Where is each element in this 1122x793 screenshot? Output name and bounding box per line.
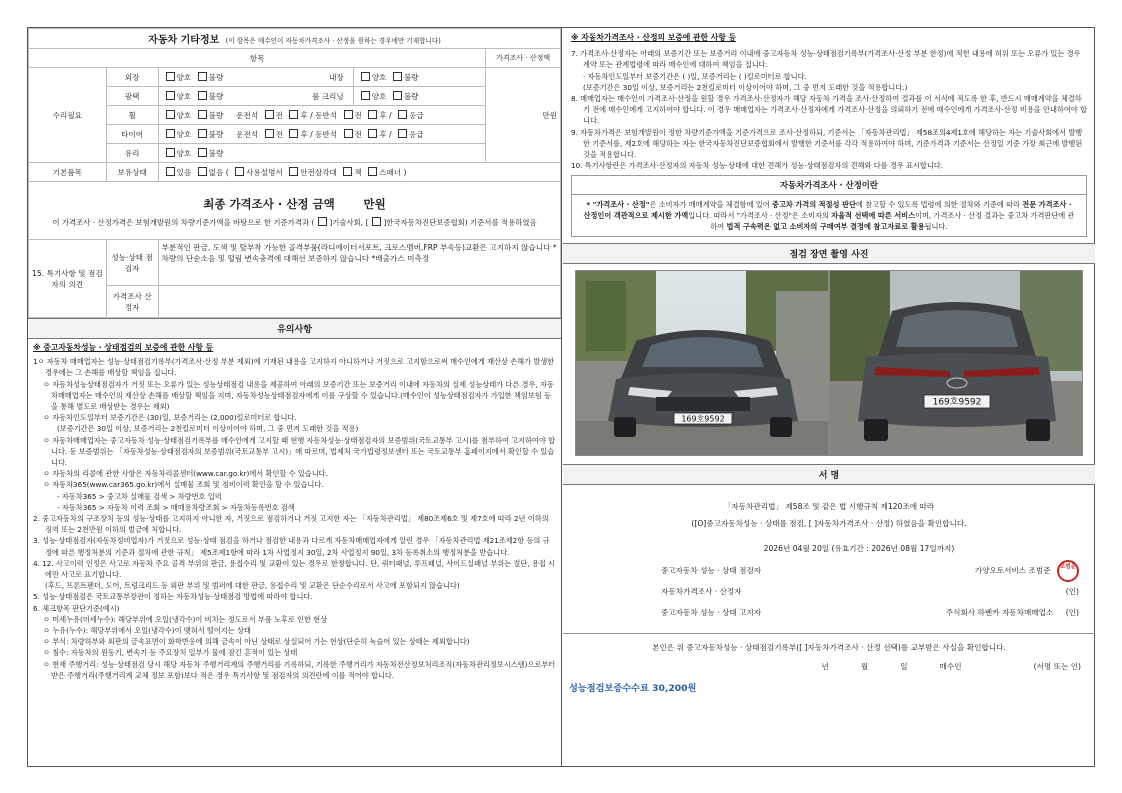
etc-info-table bbox=[28, 28, 561, 318]
wheel-passenger-front-checkbox[interactable] bbox=[344, 110, 353, 119]
price-guarantee-heading: ※ 자동차가격조사 · 산정의 보증에 관한 사항 등 bbox=[571, 33, 737, 42]
room-cleaning-options: 양호 불량 bbox=[353, 87, 486, 106]
notice-line: 4. 12. 사고이력 인정은 사고로 자동차 주요 골격 부위의 판금, 용접수리 및 교환이 있는 경우로 한정합니다. 단, 쿼터패널, 루프패널, 사이드실패널 부위는 절단, 용접 시에만 사고로 표기합니다. bbox=[33, 558, 555, 580]
day-label: 일 bbox=[900, 662, 908, 672]
wheel-good-checkbox[interactable] bbox=[166, 110, 175, 119]
notice-line: 2. 중고자동차의 구조장치 등의 성능·상태를 고지하지 아니한 자, 거짓으로 점검하거나 거짓 고지한 자는 「자동차관리법」 제80조제6호 및 제7호에 따라 2년 이하의 징역 또는 2천만원 이하의 벌금에 처합니다. bbox=[33, 514, 549, 535]
spanner-checkbox[interactable] bbox=[368, 167, 377, 176]
col-price-header: 가격조사 · 산정액 bbox=[486, 49, 561, 68]
rear-plate-text: 169호9592 bbox=[932, 397, 982, 408]
appraiser-sign-row bbox=[563, 581, 1095, 602]
owned-state-label: 보유상태 bbox=[106, 163, 158, 182]
front-car-photo bbox=[575, 270, 829, 456]
kadi-checkbox[interactable] bbox=[372, 217, 381, 226]
definition-title: 자동차가격조사 · 산정이란 bbox=[572, 176, 1086, 195]
notice-line: ㅇ 자동차인도일부터 보증기간은 (30)일, 보증거리는 (2,000)킬로미터로 합니다. bbox=[43, 413, 297, 423]
notice-line: - 자동차365 > 자동차 이력 조회 > 매매용차량조회 > 자동차등록번호 검색 bbox=[57, 502, 295, 512]
final-price-box bbox=[29, 182, 561, 240]
photos-bar: 점검 장면 촬영 사진 bbox=[563, 243, 1095, 264]
opinion-label: 15. 특기사항 및 점검자의 의견 bbox=[29, 240, 107, 318]
inspector-seal: 조범준 bbox=[1057, 560, 1079, 582]
final-price-title: 최종 가격조사 · 산정 금액 bbox=[203, 196, 335, 211]
interior-options: 양호 불량 bbox=[353, 68, 486, 87]
photo-area bbox=[563, 264, 1095, 464]
notice-line: ㅇ 자동차매매업자는 중고자동차 성능·상태점검기록부를 매수인에게 고지할 때 현행 자동차성능·상태점검자의 보증범위(국토교통부 고시)를 첨부하여 고지하여야 합니다. 동 보증범위는 「자동차성능·상태점검자의 보증범위(국토교통부 고시)」에 따르며, 법제처 국가법령정보센터 또는 국토교통부 홈페이지에서 확인할 수 있습니다. bbox=[43, 435, 556, 468]
triangle-checkbox[interactable] bbox=[289, 167, 298, 176]
notice-line: ㅇ 자동차365(www.car365.go.kr)에서 실매물 조회 및 정비이력 확인을 할 수 있습니다. bbox=[43, 480, 324, 490]
receipt-text: 본인은 위 중고자동차성능 · 상태점검기록부([ ]자동차가격조사 · 산정 선택)를 교부받은 사실을 확인합니다. bbox=[652, 643, 1006, 653]
price-won: 만원 bbox=[486, 68, 561, 163]
glass-good-checkbox[interactable] bbox=[166, 148, 175, 157]
front-plate-text: 169호9592 bbox=[681, 414, 725, 424]
price-guarantee-line: 8. 매매업자는 매수인이 가격조사·산정을 원할 경우 가격조사·산정자가 해당 자동차 가격을 조사·산정하여 결과를 이 서식에 적도록 한 후, 반드시 매매계약을 체결하기 전에 매수인에게 고지하여야 합니다. 이 경우 매매업자는 가격조사·산정자에게 가격조사·산정을 의뢰하기 전에 매수인에게 가격조사·산정 비용을 안내하여야 합니다. bbox=[571, 94, 1087, 126]
notice-line: 1ㅇ 자동차 매매업자는 성능·상태점검기록부(가격조사·산정 부분 제외)에 기재된 내용을 고지하지 아니하거나 거짓으로 고지함으로써 매수인에게 재산상 손해가 발생한 경우에는 그 손해를 배상할 책임을 집니다. bbox=[33, 357, 555, 378]
signature-bar: 서 명 bbox=[563, 464, 1095, 485]
price-guarantee-section bbox=[563, 28, 1095, 171]
price-guarantee-line: (보증기간은 30일 이상, 보증거리는 2천킬로미터 이상이어야 하며, 그 중 먼저 도래한 것을 적용합니다.) bbox=[583, 82, 908, 92]
row-room-cleaning: 룸 크리닝 bbox=[311, 91, 344, 101]
interior-good-checkbox[interactable] bbox=[361, 72, 370, 81]
buyer-sign-label: (서명 또는 인) bbox=[1033, 662, 1081, 672]
buyer-label: 매수인 bbox=[939, 662, 962, 672]
manual-checkbox[interactable] bbox=[235, 167, 244, 176]
interior-bad-checkbox[interactable] bbox=[393, 72, 402, 81]
notice-line: ㅇ 누유(누수): 해당부위에서 오일(냉각수)이 맺혀서 떨어지는 상태 bbox=[43, 626, 251, 636]
tire-good-checkbox[interactable] bbox=[166, 129, 175, 138]
notice-line: (후드, 프론트펜더, 도어, 트렁크리드 등 외판 부위 및 범퍼에 대한 판금, 용접수리 및 교환은 단순수리로서 사고에 포함되지 않습니다) bbox=[45, 581, 460, 591]
owned-options: 있음 없음 ( 사용설명서 안전삼각대 잭 스패너 ) bbox=[158, 163, 560, 182]
month-label: 월 bbox=[860, 662, 869, 672]
definition-box bbox=[571, 175, 1087, 237]
repair-label: 수리필요 bbox=[29, 68, 107, 163]
row-wheel: 휠 bbox=[106, 106, 158, 125]
notice-line: ㅇ 자동차성능상태점검자가 거짓 또는 오류가 있는 성능상태점검 내용을 제공하여 아래의 보증기간 또는 보증거리 이내에 자동차의 실제 성능상태가 다른 경우, 자동차매매업자는 매수인의 재산상 손해를 배상할 책임을 지며, 자동차성능상태점검자에게 이를 구상할 수 있습니다.(매수인이 성능상태점검자가 가입한 책임보험 등을 통해 별도로 배상받는 경우는 제외) bbox=[43, 379, 554, 412]
etc-info-title: 자동차 기타정보 bbox=[148, 35, 220, 46]
tire-driver-rear-checkbox[interactable] bbox=[289, 129, 298, 138]
gloss-options: 양호 불량 룸 크리닝 bbox=[158, 87, 353, 106]
opinion-appraiser-text bbox=[158, 286, 560, 318]
wheel-passenger-rear-checkbox[interactable] bbox=[368, 110, 377, 119]
tire-passenger-front-checkbox[interactable] bbox=[344, 129, 353, 138]
wheel-driver-front-checkbox[interactable] bbox=[265, 110, 274, 119]
notice-line: ㅇ 미세누유(미세누수): 해당부위에 오일(냉각수)이 비치는 정도로서 부품 노후로 인한 현상 bbox=[43, 614, 328, 624]
notifier-sign-row bbox=[563, 602, 1095, 623]
col-item-header: 항목 bbox=[29, 49, 486, 68]
tire-bad-checkbox[interactable] bbox=[198, 129, 207, 138]
notice-line: ㅇ 자동차의 리콜에 관한 사항은 자동차리콜센터(www.car.go.kr)에서 확인할 수 있습니다. bbox=[43, 469, 328, 479]
final-price-unit: 만원 bbox=[363, 196, 386, 211]
notice-line: (보증기간은 30일 이상, 보증거리는 2천킬로미터 이상이어야 하며, 그 중 먼저 도래한 것을 적용) bbox=[57, 424, 359, 434]
exterior-good-checkbox[interactable] bbox=[166, 72, 175, 81]
notice-line: 3. 성능·상태점검자(자동차정비업자)가 거짓으로 성능·상태 점검을 하거나 점검한 내용과 다르게 자동차매매업자에게 알린 경우 「자동차관리법 제21조제2항 등의 규정에 따른 행정처분의 기준과 절차에 관한 규칙」 제5조제1항에 따라 1차 사업정지 30일, 2차 사업정지 90일, 3차 등록취소의 행정처분을 받습니다. bbox=[33, 536, 550, 557]
room-bad-checkbox[interactable] bbox=[393, 91, 402, 100]
inspection-document bbox=[27, 27, 1095, 767]
notice-line: - 자동차365 > 중고차 실매물 검색 > 차량번호 입력 bbox=[57, 491, 222, 501]
appraiser-in: (인) bbox=[1065, 587, 1079, 597]
price-guarantee-line: · 자동차인도일부터 보증기간은 ( )일, 보증거리는 ( )킬로미터로 합니다. bbox=[583, 71, 807, 81]
notifier-label: 중고자동차 성능 · 상태 고지자 bbox=[661, 608, 762, 618]
have-checkbox[interactable] bbox=[166, 167, 175, 176]
notice-line: 6. 체크항목 판단기준(예시) bbox=[33, 603, 120, 613]
etc-info-subtitle: (이 항목은 매수인이 자동차가격조사 · 산정을 원하는 경우에만 기재합니다) bbox=[225, 37, 441, 45]
gloss-bad-checkbox[interactable] bbox=[198, 91, 207, 100]
inspector-sign-row bbox=[563, 560, 1095, 581]
inspector-label: 중고자동차 성능 · 상태 점검자 bbox=[661, 566, 762, 576]
appraiser-label: 자동차가격조사 · 산정자 bbox=[661, 587, 742, 597]
wheel-bad-checkbox[interactable] bbox=[198, 110, 207, 119]
notice-line: ㅇ 침수: 자동차의 원동기, 변속기 등 주요장치 일부가 물에 잠긴 흔적이 있는 상태 bbox=[43, 648, 298, 658]
notice-line: 5. 성능·상태점검은 국토교통부장관이 정하는 자동차성능·상태점검 방법에 따라야 합니다. bbox=[33, 592, 313, 602]
tire-passenger-rear-checkbox[interactable] bbox=[368, 129, 377, 138]
jack-checkbox[interactable] bbox=[343, 167, 352, 176]
notice-heading: ※ 중고자동차성능 · 상태점검의 보증에 관한 사항 등 bbox=[33, 343, 214, 352]
tire-driver-front-checkbox[interactable] bbox=[265, 129, 274, 138]
definition-text: * "가격조사 · 산정"은 소비자가 매매계약을 체결함에 있어 중고차 가격의 적절성 판단에 참고할 수 있도록 법령에 의한 절차와 기준에 따라 전문 가격조사 · 산정인이 객관적으로 제시한 가액입니다. 따라서 "가격조사 · 산정"은 소비자의 자율적 선택에 따른 서비스이며, 가격조사 · 산정 결과는 중고차 가격판단에 관하여 법적 구속력은 없고 소비자의 구매여부 결정에 참고자료로 활용됩니다. bbox=[583, 200, 1075, 232]
notifier-name: 주식회사 하벤카 자동차매매업소 bbox=[945, 608, 1054, 618]
notifier-in: (인) bbox=[1065, 608, 1079, 618]
row-interior: 내장 bbox=[329, 72, 344, 82]
year-label: 년 bbox=[821, 662, 829, 672]
room-good-checkbox[interactable] bbox=[361, 91, 370, 100]
tech-society-checkbox[interactable] bbox=[318, 217, 327, 226]
warranty-fee: 성능점검보증수수료 30,200원 bbox=[569, 683, 697, 695]
price-guarantee-line: 10. 특기사항란은 가격조사·산정자의 자동차 성능·상태에 대한 견해가 성능·상태점검자의 견해와 다를 경우 표시합니다. bbox=[571, 161, 944, 171]
right-column bbox=[563, 28, 1095, 766]
notice-line: ㅇ 부식: 차량하부와 외판의 금속표면이 화학반응에 의해 금속이 아닌 상태로 상실되어 가는 현상(단순히 녹슬어 있는 상태는 제외합니다) bbox=[43, 637, 470, 647]
row-exterior: 외장 bbox=[106, 68, 158, 87]
notice-bar: 유의사항 bbox=[28, 318, 561, 339]
none-checkbox[interactable] bbox=[198, 167, 207, 176]
opinion-inspector-label: 성능·상태 점검자 bbox=[106, 240, 158, 286]
notice-line: ㅇ 현재 주행거리: 성능·상태점검 당시 해당 자동차 주행거리계의 주행거리를 기록하되, 기록한 주행거리가 자동차전산정보처리조직(자동차관리정보시스템)으로부터 받은 주행거리(주행거리계 교체 정보 포함)보다 적은 경우 특기사항 및 점검자의 의견란에 이를 적어야 합니다. bbox=[43, 659, 556, 680]
wheel-driver-rear-checkbox[interactable] bbox=[289, 110, 298, 119]
price-guarantee-line: 9. 자동차가격은 보험개발원이 정한 차량기준가액을 기준가격으로 조사·산정하되, 기준서는 「자동차관리법」 제58조의4제1호에 해당하는 자는 기술사회에서 발행한 기준서를, 제2호에 해당하는 자는 한국자동차진단보증협회에서 발행한 기준서를 각각 적용하여야 하며, 기준가격과 기준서는 산정일 기준 가장 최근에 발행된 것을 적용합니다. bbox=[571, 127, 1083, 160]
row-tire: 타이어 bbox=[106, 125, 158, 144]
left-column bbox=[28, 28, 562, 766]
signature-law: 「자동차관리법」 제58조 및 같은 법 시행규칙 제120조에 따라 bbox=[723, 502, 935, 512]
opinion-appraiser-label: 가격조사 산정자 bbox=[106, 286, 158, 318]
tire-options: 양호 불량 운전석 전 후 / 동반석 전 후 / 응급 bbox=[158, 125, 486, 144]
exterior-bad-checkbox[interactable] bbox=[198, 72, 207, 81]
row-glass: 유리 bbox=[106, 144, 158, 163]
gloss-good-checkbox[interactable] bbox=[166, 91, 175, 100]
inspector-name: 가양오토서비스 조범준 bbox=[974, 565, 1051, 575]
signature-confirm: ([O]중고자동차성능 · 상태를 점검, [ ]자동차가격조사 · 산정) 하였음을 확인합니다. bbox=[691, 519, 967, 529]
basic-items-label: 기본품목 bbox=[29, 163, 107, 182]
notice-section bbox=[28, 339, 561, 681]
glass-bad-checkbox[interactable] bbox=[198, 148, 207, 157]
price-guarantee-line: 7. 가격조사·산정자는 아래의 보증기간 또는 보증거리 이내에 중고자동차 성능·상태점검기록부(가격조사·산정 부분 한정)에 적힌 내용에 허위 또는 오류가 있는 경우 계약 또는 관계법령에 따라 매수인에 대하여 책임을 집니다. bbox=[571, 49, 1081, 70]
wheel-spare-checkbox[interactable] bbox=[398, 110, 407, 119]
opinion-inspector-text: 부분적인 판금, 도색 및 탈부착 가능한 골격부품(라디에이터서포트, 크로스멤버,FRP 부속등)교환은 고지하지 않습니다 *차량의 단순소음 및 떨림 변속충격에 대해선 보증하지 않습니다 *배출가스 미측정 bbox=[158, 240, 560, 286]
row-gloss: 광택 bbox=[106, 87, 158, 106]
rear-car-photo bbox=[829, 270, 1083, 456]
signature-date: 2026년 04월 20일 (유효기간 : 2026년 08월 17일까지) bbox=[763, 544, 955, 554]
final-price-note: 이 가격조사 · 산정가격은 보험개발원의 차량기준가액을 바탕으로 한 기준가격과 ( ]기술사회, [ ]한국자동차진단보증협회) 기준서를 적용하였음 bbox=[52, 217, 537, 227]
tire-spare-checkbox[interactable] bbox=[398, 129, 407, 138]
exterior-options: 양호 불량 내장 bbox=[158, 68, 353, 87]
etc-info-header bbox=[29, 29, 561, 49]
buyer-sign-row bbox=[563, 661, 1095, 672]
signature-section bbox=[563, 501, 1095, 702]
wheel-options: 양호 불량 운전석 전 후 / 동반석 전 후 / 응급 bbox=[158, 106, 486, 125]
glass-options: 양호 불량 bbox=[158, 144, 486, 163]
